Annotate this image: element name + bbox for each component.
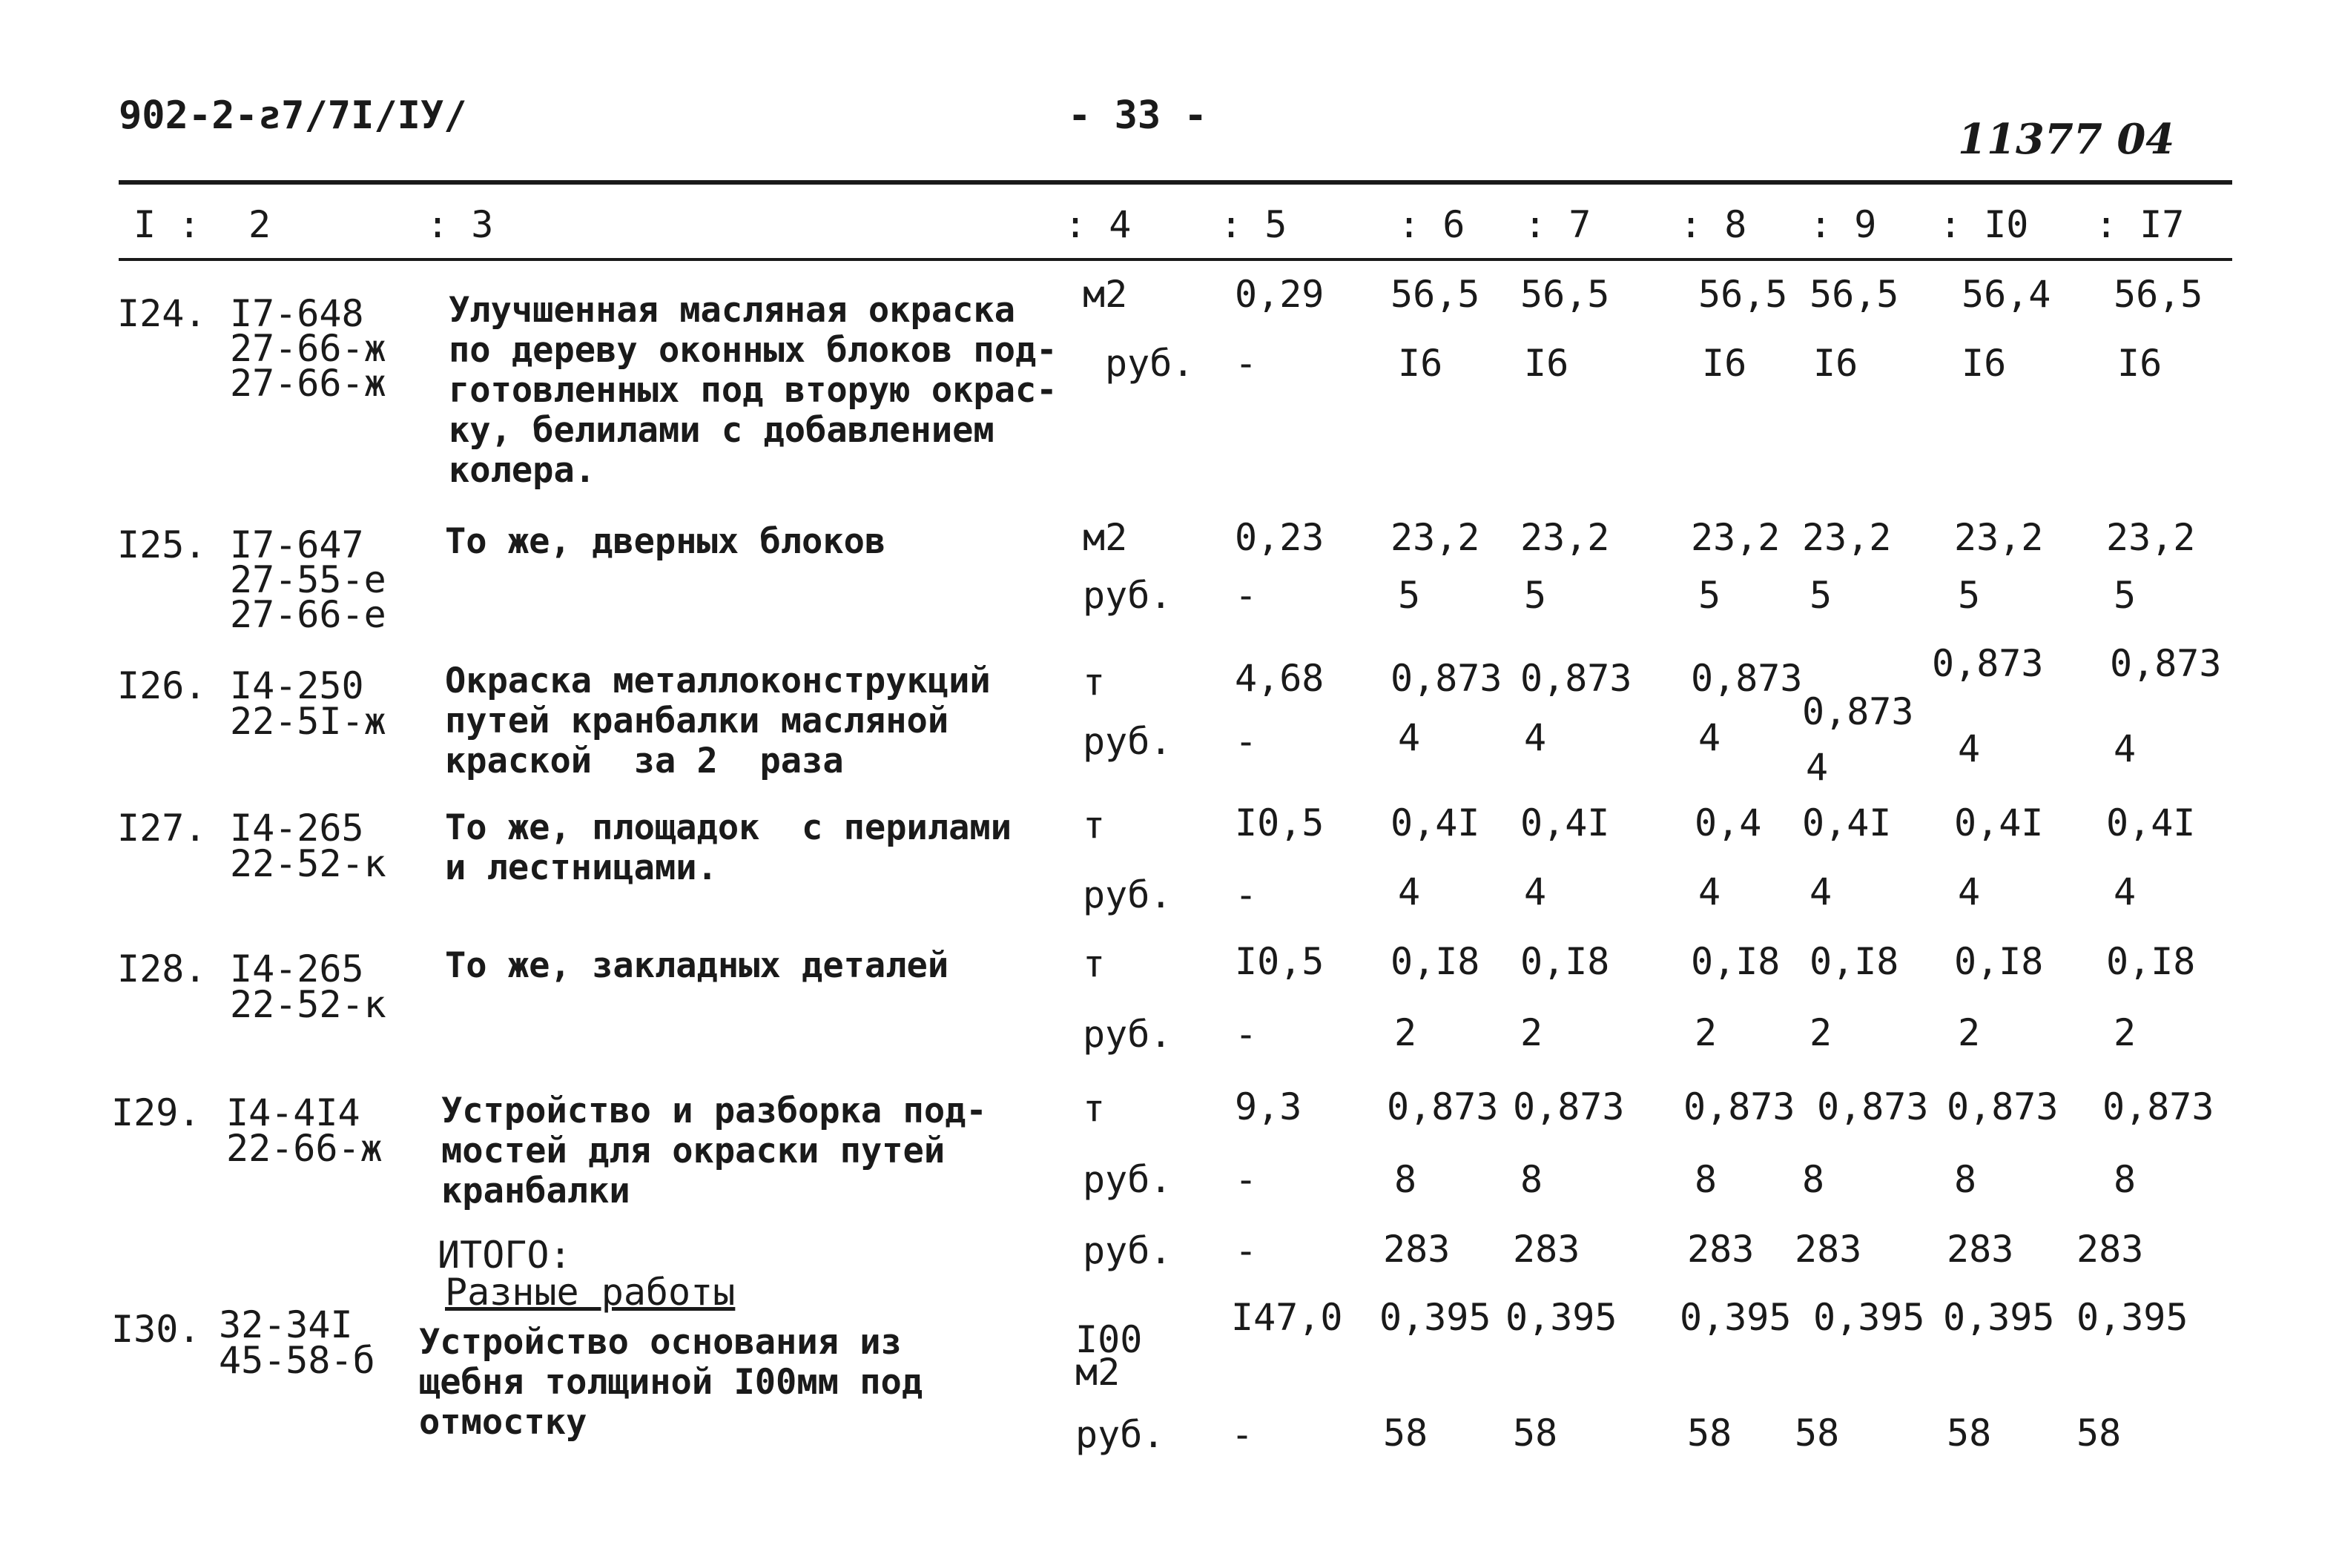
work-description: ку, белилами с добавлением: [449, 410, 994, 451]
value: 0,I8: [1954, 940, 2044, 983]
unit: м2: [1075, 1351, 1121, 1394]
value: 56,5: [1390, 273, 1480, 316]
value: 8: [1695, 1158, 1718, 1201]
value: 5: [2114, 574, 2137, 617]
work-description: Улучшенная масляная окраска: [449, 290, 1016, 331]
unit: руб.: [1083, 1013, 1172, 1056]
price-code: 32-34I: [219, 1303, 353, 1346]
column-header: 2: [248, 203, 271, 246]
value: I6: [1398, 342, 1443, 385]
value: 4: [1398, 716, 1421, 759]
value: I6: [2117, 342, 2162, 385]
row-number: I28.: [117, 947, 207, 990]
value: 56,4: [1962, 273, 2051, 316]
value: 0,I8: [1691, 940, 1781, 983]
price-code: 27-55-е: [230, 558, 386, 601]
quantity: I0,5: [1235, 801, 1324, 844]
value: 5: [1809, 574, 1832, 617]
value: 2: [1695, 1011, 1718, 1054]
column-header: : 9: [1809, 203, 1877, 246]
quantity: -: [1235, 873, 1258, 916]
price-code: 22-66-ж: [226, 1127, 383, 1170]
value: 0,4I: [2106, 801, 2196, 844]
value: 0,395: [1379, 1296, 1491, 1339]
column-header: I :: [133, 203, 201, 246]
value: 58: [1383, 1412, 1428, 1455]
value: 23,2: [1520, 516, 1610, 559]
quantity: 9,3: [1235, 1085, 1302, 1128]
work-description: Устройство и разборка под-: [441, 1091, 987, 1131]
section-title: Разные работы: [445, 1271, 736, 1314]
value: 0,395: [1505, 1296, 1617, 1339]
price-code: 27-66-е: [230, 593, 386, 636]
value: 0,395: [2076, 1296, 2188, 1339]
quantity: -: [1235, 1158, 1258, 1201]
column-header: : I7: [2095, 203, 2185, 246]
value: 58: [1687, 1412, 1732, 1455]
page-number: - 33 -: [1068, 93, 1207, 138]
price-code: 27-66-ж: [230, 327, 386, 370]
total-value: 283: [1687, 1228, 1755, 1271]
quantity: -: [1235, 1013, 1258, 1056]
unit: руб.: [1083, 720, 1172, 763]
value: 56,5: [1520, 273, 1610, 316]
value: 5: [1524, 574, 1547, 617]
value: 4: [2114, 727, 2137, 770]
value: 8: [1802, 1158, 1825, 1201]
unit: руб.: [1075, 1413, 1165, 1456]
value: 4: [1524, 716, 1547, 759]
unit: руб.: [1083, 1158, 1172, 1201]
row-number: I29.: [111, 1091, 201, 1134]
total-value: 283: [1795, 1228, 1862, 1271]
value: 0,873: [1520, 657, 1632, 700]
value: 0,873: [1932, 642, 2044, 685]
column-header: : I0: [1939, 203, 2029, 246]
work-description: по дереву оконных блоков под-: [449, 330, 1058, 371]
unit: м2: [1083, 516, 1128, 559]
quantity: -: [1235, 720, 1258, 763]
value: 2: [2114, 1011, 2137, 1054]
column-header: : 7: [1524, 203, 1591, 246]
value: I6: [1702, 342, 1747, 385]
value: 0,4I: [1954, 801, 2044, 844]
value: 0,4I: [1802, 801, 1892, 844]
value: I6: [1962, 342, 2007, 385]
value: 0,4I: [1390, 801, 1480, 844]
row-number: I30.: [111, 1308, 201, 1351]
price-code: 22-52-к: [230, 983, 386, 1026]
price-code: I4-265: [230, 807, 364, 850]
value: 58: [1947, 1412, 1992, 1455]
top-rule: [119, 180, 2232, 185]
value: 23,2: [2106, 516, 2196, 559]
price-code: 22-52-к: [230, 842, 386, 885]
value: 0,395: [1813, 1296, 1925, 1339]
value: 2: [1394, 1011, 1417, 1054]
value: 0,4: [1695, 801, 1762, 844]
price-code: 27-66-ж: [230, 362, 386, 405]
value: 4: [1958, 727, 1981, 770]
value: 56,5: [1809, 273, 1899, 316]
column-header: : 4: [1064, 203, 1132, 246]
unit: руб.: [1083, 574, 1172, 617]
value: 2: [1958, 1011, 1981, 1054]
value: 0,873: [1817, 1085, 1929, 1128]
value: 4: [1398, 870, 1421, 913]
work-description: кранбалки: [441, 1171, 630, 1211]
unit: т: [1083, 661, 1106, 704]
value: 2: [1520, 1011, 1543, 1054]
unit: т: [1083, 1087, 1106, 1130]
value: 8: [1394, 1158, 1417, 1201]
value: 56,5: [2114, 273, 2203, 316]
price-code: I4-265: [230, 947, 364, 990]
unit: т: [1083, 804, 1106, 847]
work-description: колера.: [449, 450, 596, 491]
value: 23,2: [1954, 516, 2044, 559]
value: I6: [1524, 342, 1569, 385]
quantity: 0,29: [1235, 273, 1324, 316]
column-header: : 3: [426, 203, 494, 246]
value: 58: [1513, 1412, 1558, 1455]
value: 4: [2114, 870, 2137, 913]
price-code: I4-4I4: [226, 1091, 360, 1134]
row-number: I27.: [117, 807, 207, 850]
work-description: путей кранбалки масляной: [445, 701, 949, 741]
value: I6: [1813, 342, 1858, 385]
value: 0,873: [1947, 1085, 2059, 1128]
total-value: 283: [1383, 1228, 1451, 1271]
value: 4: [1806, 746, 1829, 789]
value: 0,873: [1513, 1085, 1625, 1128]
work-description: То же, площадок с перилами: [445, 807, 1012, 848]
value: 0,873: [1691, 657, 1803, 700]
document-code: 902-2-ƨ7/7I/IУ/: [119, 93, 467, 138]
work-description: щебня толщиной I00мм под: [419, 1362, 923, 1403]
value: 4: [1698, 870, 1721, 913]
price-code: I7-648: [230, 292, 364, 335]
value: 8: [1954, 1158, 1977, 1201]
header-rule: [119, 258, 2232, 261]
value: 8: [1520, 1158, 1543, 1201]
unit: I00: [1075, 1318, 1143, 1361]
column-header: : 6: [1398, 203, 1465, 246]
value: 0,873: [1387, 1085, 1499, 1128]
value: 8: [2114, 1158, 2137, 1201]
quantity: -: [1231, 1413, 1254, 1456]
work-description: То же, дверных блоков: [445, 521, 886, 562]
total-value: 283: [2076, 1228, 2144, 1271]
quantity: I0,5: [1235, 940, 1324, 983]
quantity: 4,68: [1235, 657, 1324, 700]
value: 0,873: [1683, 1085, 1795, 1128]
row-number: I24.: [117, 292, 207, 335]
quantity: 0,23: [1235, 516, 1324, 559]
archive-number: 11377 04: [1958, 115, 2175, 164]
total-value: 283: [1947, 1228, 2014, 1271]
value: 0,395: [1943, 1296, 2055, 1339]
work-description: мостей для окраски путей: [441, 1131, 946, 1171]
quantity: -: [1235, 1229, 1258, 1272]
work-description: краской за 2 раза: [445, 741, 844, 781]
value: 56,5: [1698, 273, 1788, 316]
column-header: : 5: [1220, 203, 1287, 246]
value: 0,873: [1802, 690, 1914, 733]
value: 0,I8: [1520, 940, 1610, 983]
work-description: Устройство основания из: [419, 1322, 902, 1363]
value: 0,I8: [1809, 940, 1899, 983]
value: 0,I8: [2106, 940, 2196, 983]
value: 23,2: [1691, 516, 1781, 559]
unit: руб.: [1083, 1229, 1172, 1272]
value: 5: [1958, 574, 1981, 617]
row-number: I25.: [117, 523, 207, 566]
unit: м2: [1083, 273, 1128, 316]
work-description: отмостку: [419, 1402, 587, 1443]
value: 0,873: [2102, 1085, 2214, 1128]
value: 2: [1809, 1011, 1832, 1054]
value: 4: [1958, 870, 1981, 913]
price-code: I4-250: [230, 664, 364, 707]
value: 58: [2076, 1412, 2122, 1455]
unit: т: [1083, 942, 1106, 985]
price-code: 22-5I-ж: [230, 700, 386, 743]
value: 23,2: [1390, 516, 1480, 559]
work-description: готовленных под вторую окрас-: [449, 370, 1058, 411]
total-value: 283: [1513, 1228, 1580, 1271]
value: 58: [1795, 1412, 1840, 1455]
value: 4: [1698, 716, 1721, 759]
total-label: ИТОГО:: [438, 1234, 572, 1277]
unit: руб.: [1105, 342, 1195, 385]
value: 0,4I: [1520, 801, 1610, 844]
value: 0,873: [1390, 657, 1502, 700]
row-number: I26.: [117, 664, 207, 707]
price-code: I7-647: [230, 523, 364, 566]
column-header: : 8: [1680, 203, 1747, 246]
value: 5: [1398, 574, 1421, 617]
value: 0,873: [2110, 642, 2222, 685]
value: 0,395: [1680, 1296, 1792, 1339]
work-description: и лестницами.: [445, 847, 718, 888]
value: 5: [1698, 574, 1721, 617]
work-description: Окраска металлоконструкций: [445, 661, 991, 701]
value: 4: [1524, 870, 1547, 913]
quantity: -: [1235, 342, 1258, 385]
quantity: I47,0: [1231, 1296, 1343, 1339]
value: 4: [1809, 870, 1832, 913]
quantity: -: [1235, 574, 1258, 617]
price-code: 45-58-б: [219, 1339, 375, 1382]
unit: руб.: [1083, 873, 1172, 916]
work-description: То же, закладных деталей: [445, 945, 949, 986]
value: 0,I8: [1390, 940, 1480, 983]
value: 23,2: [1802, 516, 1892, 559]
